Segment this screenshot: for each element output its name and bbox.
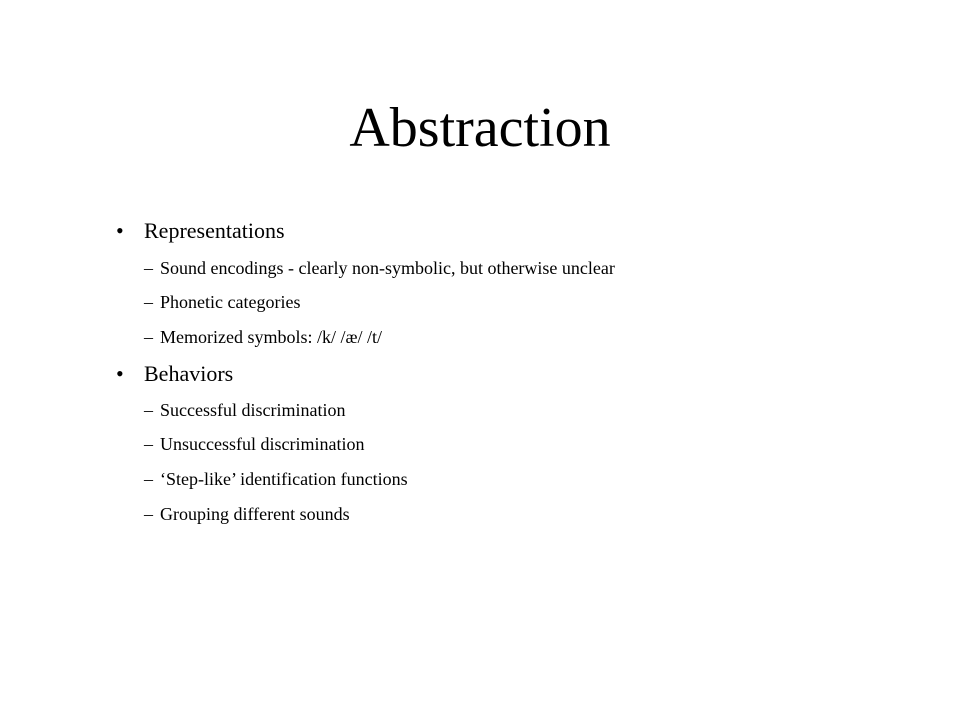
bullet-marker: • bbox=[116, 218, 124, 243]
bullet-label: Representations bbox=[144, 218, 285, 243]
sub-bullet-marker: – bbox=[144, 400, 153, 420]
sub-bullet-marker: – bbox=[144, 292, 153, 312]
sub-bullet-text: Unsuccessful discrimination bbox=[160, 434, 365, 454]
sub-bullet-marker: – bbox=[144, 434, 153, 454]
bullet-marker: • bbox=[116, 361, 124, 386]
sub-bullet-marker: – bbox=[144, 504, 153, 524]
slide-title: Abstraction bbox=[349, 97, 611, 159]
sub-bullet-text: Phonetic categories bbox=[160, 292, 301, 312]
bullet-label: Behaviors bbox=[144, 361, 234, 386]
sub-bullet-text: Successful discrimination bbox=[160, 400, 346, 420]
sub-bullet-text: ‘Step-like’ identification functions bbox=[160, 469, 408, 489]
sub-bullet-text: Sound encodings - clearly non-symbolic, but otherwise unclear bbox=[160, 258, 615, 278]
sub-bullet-marker: – bbox=[144, 327, 153, 347]
sub-bullet-marker: – bbox=[144, 469, 153, 489]
sub-bullet-marker: – bbox=[144, 258, 153, 278]
sub-bullet-text: Grouping different sounds bbox=[160, 504, 350, 524]
sub-bullet-text: Memorized symbols: /k/ /æ/ /t/ bbox=[160, 327, 382, 347]
